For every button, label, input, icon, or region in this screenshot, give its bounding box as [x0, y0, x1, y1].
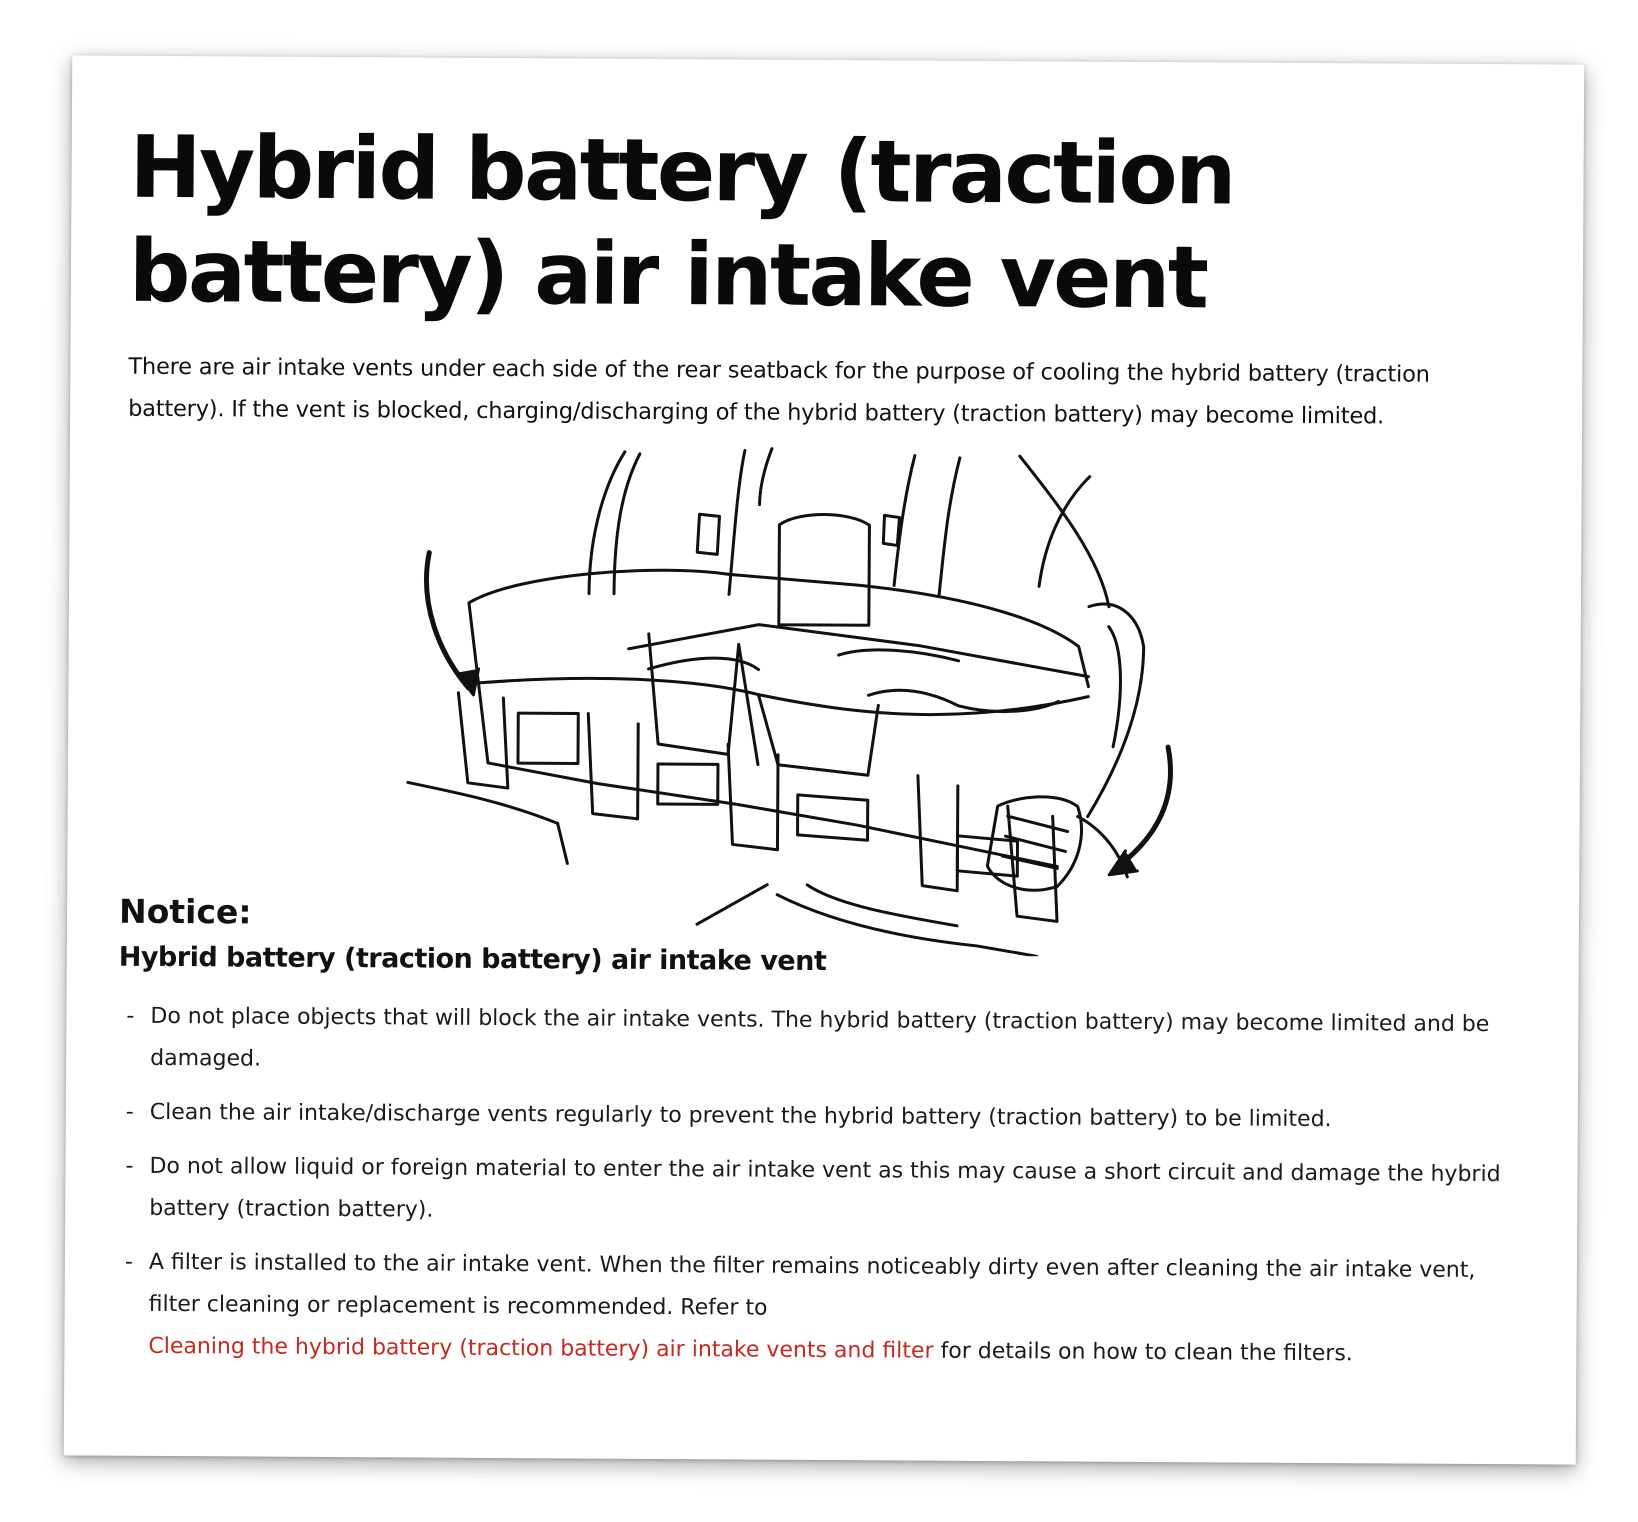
- notice-item-text: A filter is installed to the air intake vent. When the filter remains noticeably dirty even after cleaning the air intake vent, filter cleaning or replacement is recommended. Refer to: [148, 1249, 1476, 1321]
- notice-item: [126, 996, 1506, 1088]
- notice-title: Notice:: [118, 891, 252, 932]
- page-title: Hybrid battery (traction battery) air intake vent: [128, 117, 1235, 329]
- rear-seat-illustration: [397, 442, 1180, 957]
- bullet-dash: -: [124, 1249, 133, 1275]
- document-card: [64, 55, 1585, 1464]
- notice-item: [126, 1092, 1506, 1142]
- bullet-dash: -: [126, 1003, 135, 1029]
- notice-item-text: for details on how to clean the filters.: [940, 1338, 1353, 1367]
- bullet-dash: -: [125, 1153, 134, 1179]
- cleaning-filter-link[interactable]: Cleaning the hybrid battery (traction battery) air intake vents and filter: [148, 1333, 934, 1364]
- notice-subtitle: Hybrid battery (traction battery) air intake vent: [118, 941, 827, 978]
- notice-item: [124, 1242, 1505, 1376]
- notice-item: [125, 1146, 1505, 1238]
- intro-paragraph: There are air intake vents under each side of the rear seatback for the purpose of cooling the hybrid battery (traction battery). If the vent is blocked, charging/discharging of the hybrid battery (traction battery) may become limited.: [128, 353, 1430, 430]
- notice-item-text: Do not allow liquid or foreign material to enter the air intake vent as this may cause a short circuit and damage the hybrid battery (traction battery).: [149, 1153, 1501, 1223]
- notice-list: [124, 996, 1506, 1388]
- notice-item-text: Do not place objects that will block the air intake vents. The hybrid battery (traction battery) may become limited and be damaged.: [150, 1003, 1490, 1072]
- bullet-dash: -: [125, 1099, 134, 1125]
- rear-seat-air-vent-icon: [397, 442, 1180, 957]
- notice-item-text: Clean the air intake/discharge vents regularly to prevent the hybrid battery (traction battery) to be limited.: [149, 1099, 1332, 1133]
